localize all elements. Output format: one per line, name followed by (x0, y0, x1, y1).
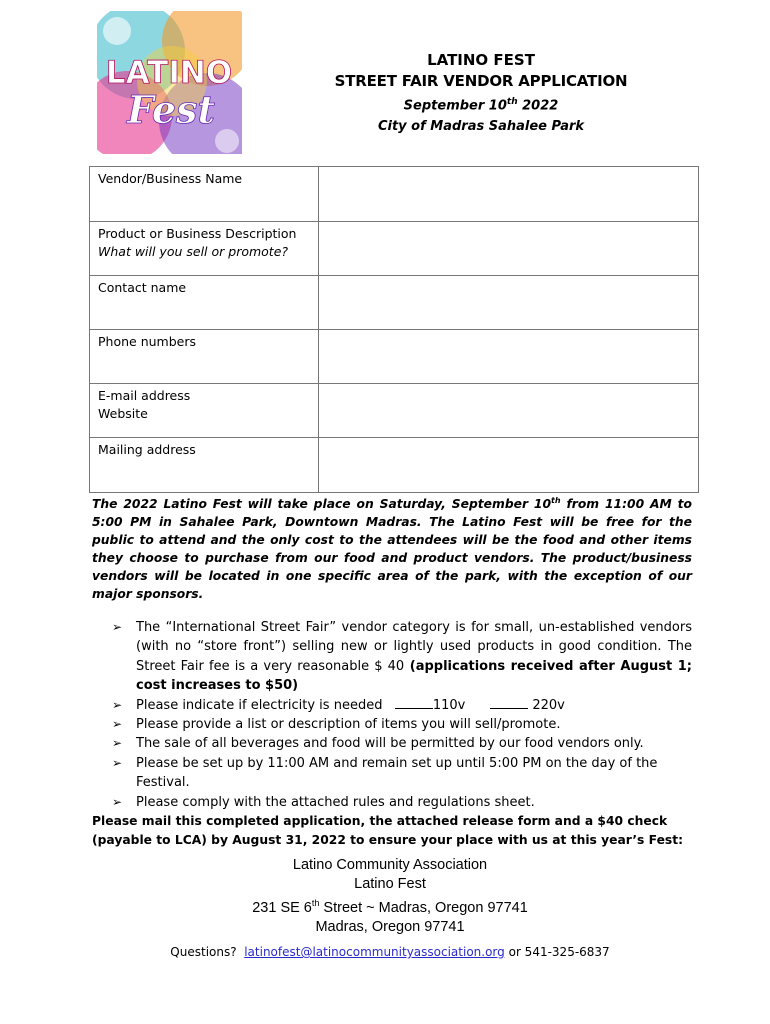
email-row (90, 384, 699, 438)
arrow-bullet-icon: ➢ (112, 697, 123, 712)
contact-label: Contact name (90, 276, 319, 330)
arrow-bullet-icon: ➢ (112, 717, 123, 732)
phone-field[interactable] (319, 330, 699, 384)
logo-word-fest: Fest (126, 87, 216, 132)
street-address: 231 SE 6th Street ~ Madras, Oregon 97741 (252, 898, 528, 916)
contact-row (90, 276, 699, 330)
website-label: Website (98, 406, 148, 421)
list-item: ➢ The sale of all beverages and food will be permitted by our food vendors only. (112, 734, 692, 753)
vendor-rules-list (112, 618, 692, 812)
mailing-field[interactable] (319, 438, 699, 493)
description-label: Product or Business Description What will you sell or promote? (90, 222, 319, 276)
electricity-110v-blank[interactable] (395, 697, 433, 709)
event-name: Latino Fest (354, 876, 426, 892)
email-website-field[interactable] (319, 384, 699, 438)
logo-graphic (97, 11, 242, 154)
event-location: City of Madras Sahalee Park (377, 119, 585, 135)
application-title: STREET FAIR VENDOR APPLICATION (334, 72, 628, 90)
mailing-address-block (190, 856, 590, 937)
arrow-bullet-icon: ➢ (112, 794, 123, 809)
email-label: E-mail address Website (90, 384, 319, 438)
org-name: Latino Community Association (292, 857, 488, 873)
electricity-220v-blank[interactable] (490, 697, 528, 709)
phone-label: Phone numbers (90, 330, 319, 384)
vendor-name-label: Vendor/Business Name (90, 167, 319, 222)
intro-paragraph: The 2022 Latino Fest will take place on Saturday, September 10th from 11:00 AM to 5:00 PM in Sahalee Park, Downtown Madras. The Latino Fest will be free for the public to attend and the only cost to the attendees will be the food and other items they choose to purchase from our food and product vendors. The product/business vendors will be located in one specific area of the park, with the exception of our major sponsors. (92, 496, 692, 602)
description-row (90, 222, 699, 276)
mailing-row (90, 438, 699, 493)
vendor-name-row (90, 167, 699, 222)
latino-fest-logo (97, 11, 242, 154)
vendor-name-field[interactable] (319, 167, 699, 222)
mailing-label: Mailing address (90, 438, 319, 493)
title-block (300, 50, 662, 137)
event-date: September 10th 2022 (403, 97, 559, 114)
contact-field[interactable] (319, 276, 699, 330)
list-item: ➢ Please be set up by 11:00 AM and remain set up until 5:00 PM on the day of the Festival. (112, 755, 658, 791)
arrow-bullet-icon: ➢ (112, 755, 123, 770)
questions-line: Questions? latinofest@latinocommunityassociation.org or 541-325-6837 (170, 945, 610, 959)
mail-instructions: Please mail this completed application, the attached release form and a $40 check (payable to LCA) by August 31, 2022 to ensure your place with us at this year’s Fest: (92, 814, 684, 847)
arrow-bullet-icon: ➢ (112, 620, 123, 634)
arrow-bullet-icon: ➢ (112, 736, 123, 751)
phone-row (90, 330, 699, 384)
event-title: LATINO FEST (427, 51, 535, 69)
vendor-form-table (89, 166, 699, 493)
description-sublabel: What will you sell or promote? (98, 244, 289, 259)
contact-email-link[interactable]: latinofest@latinocommunityassociation.org (244, 945, 505, 959)
list-item: ➢ The “International Street Fair” vendor category is for small, un-established vendors (with no “store front”) selling new or lightly used products in good condition. The Street Fair fee is a very reasonable $ 40 (applications received after August 1; cost increases to $50) (112, 620, 693, 694)
list-item: ➢ Please provide a list or description of items you will sell/promote. (112, 715, 692, 734)
city-line: Madras, Oregon 97741 (315, 918, 465, 935)
list-item: ➢ Please indicate if electricity is needed 110v 220v (112, 696, 692, 715)
logo-word-latino: LATINO (105, 55, 233, 91)
description-field[interactable] (319, 222, 699, 276)
list-item: ➢ Please comply with the attached rules and regulations sheet. (112, 793, 692, 812)
